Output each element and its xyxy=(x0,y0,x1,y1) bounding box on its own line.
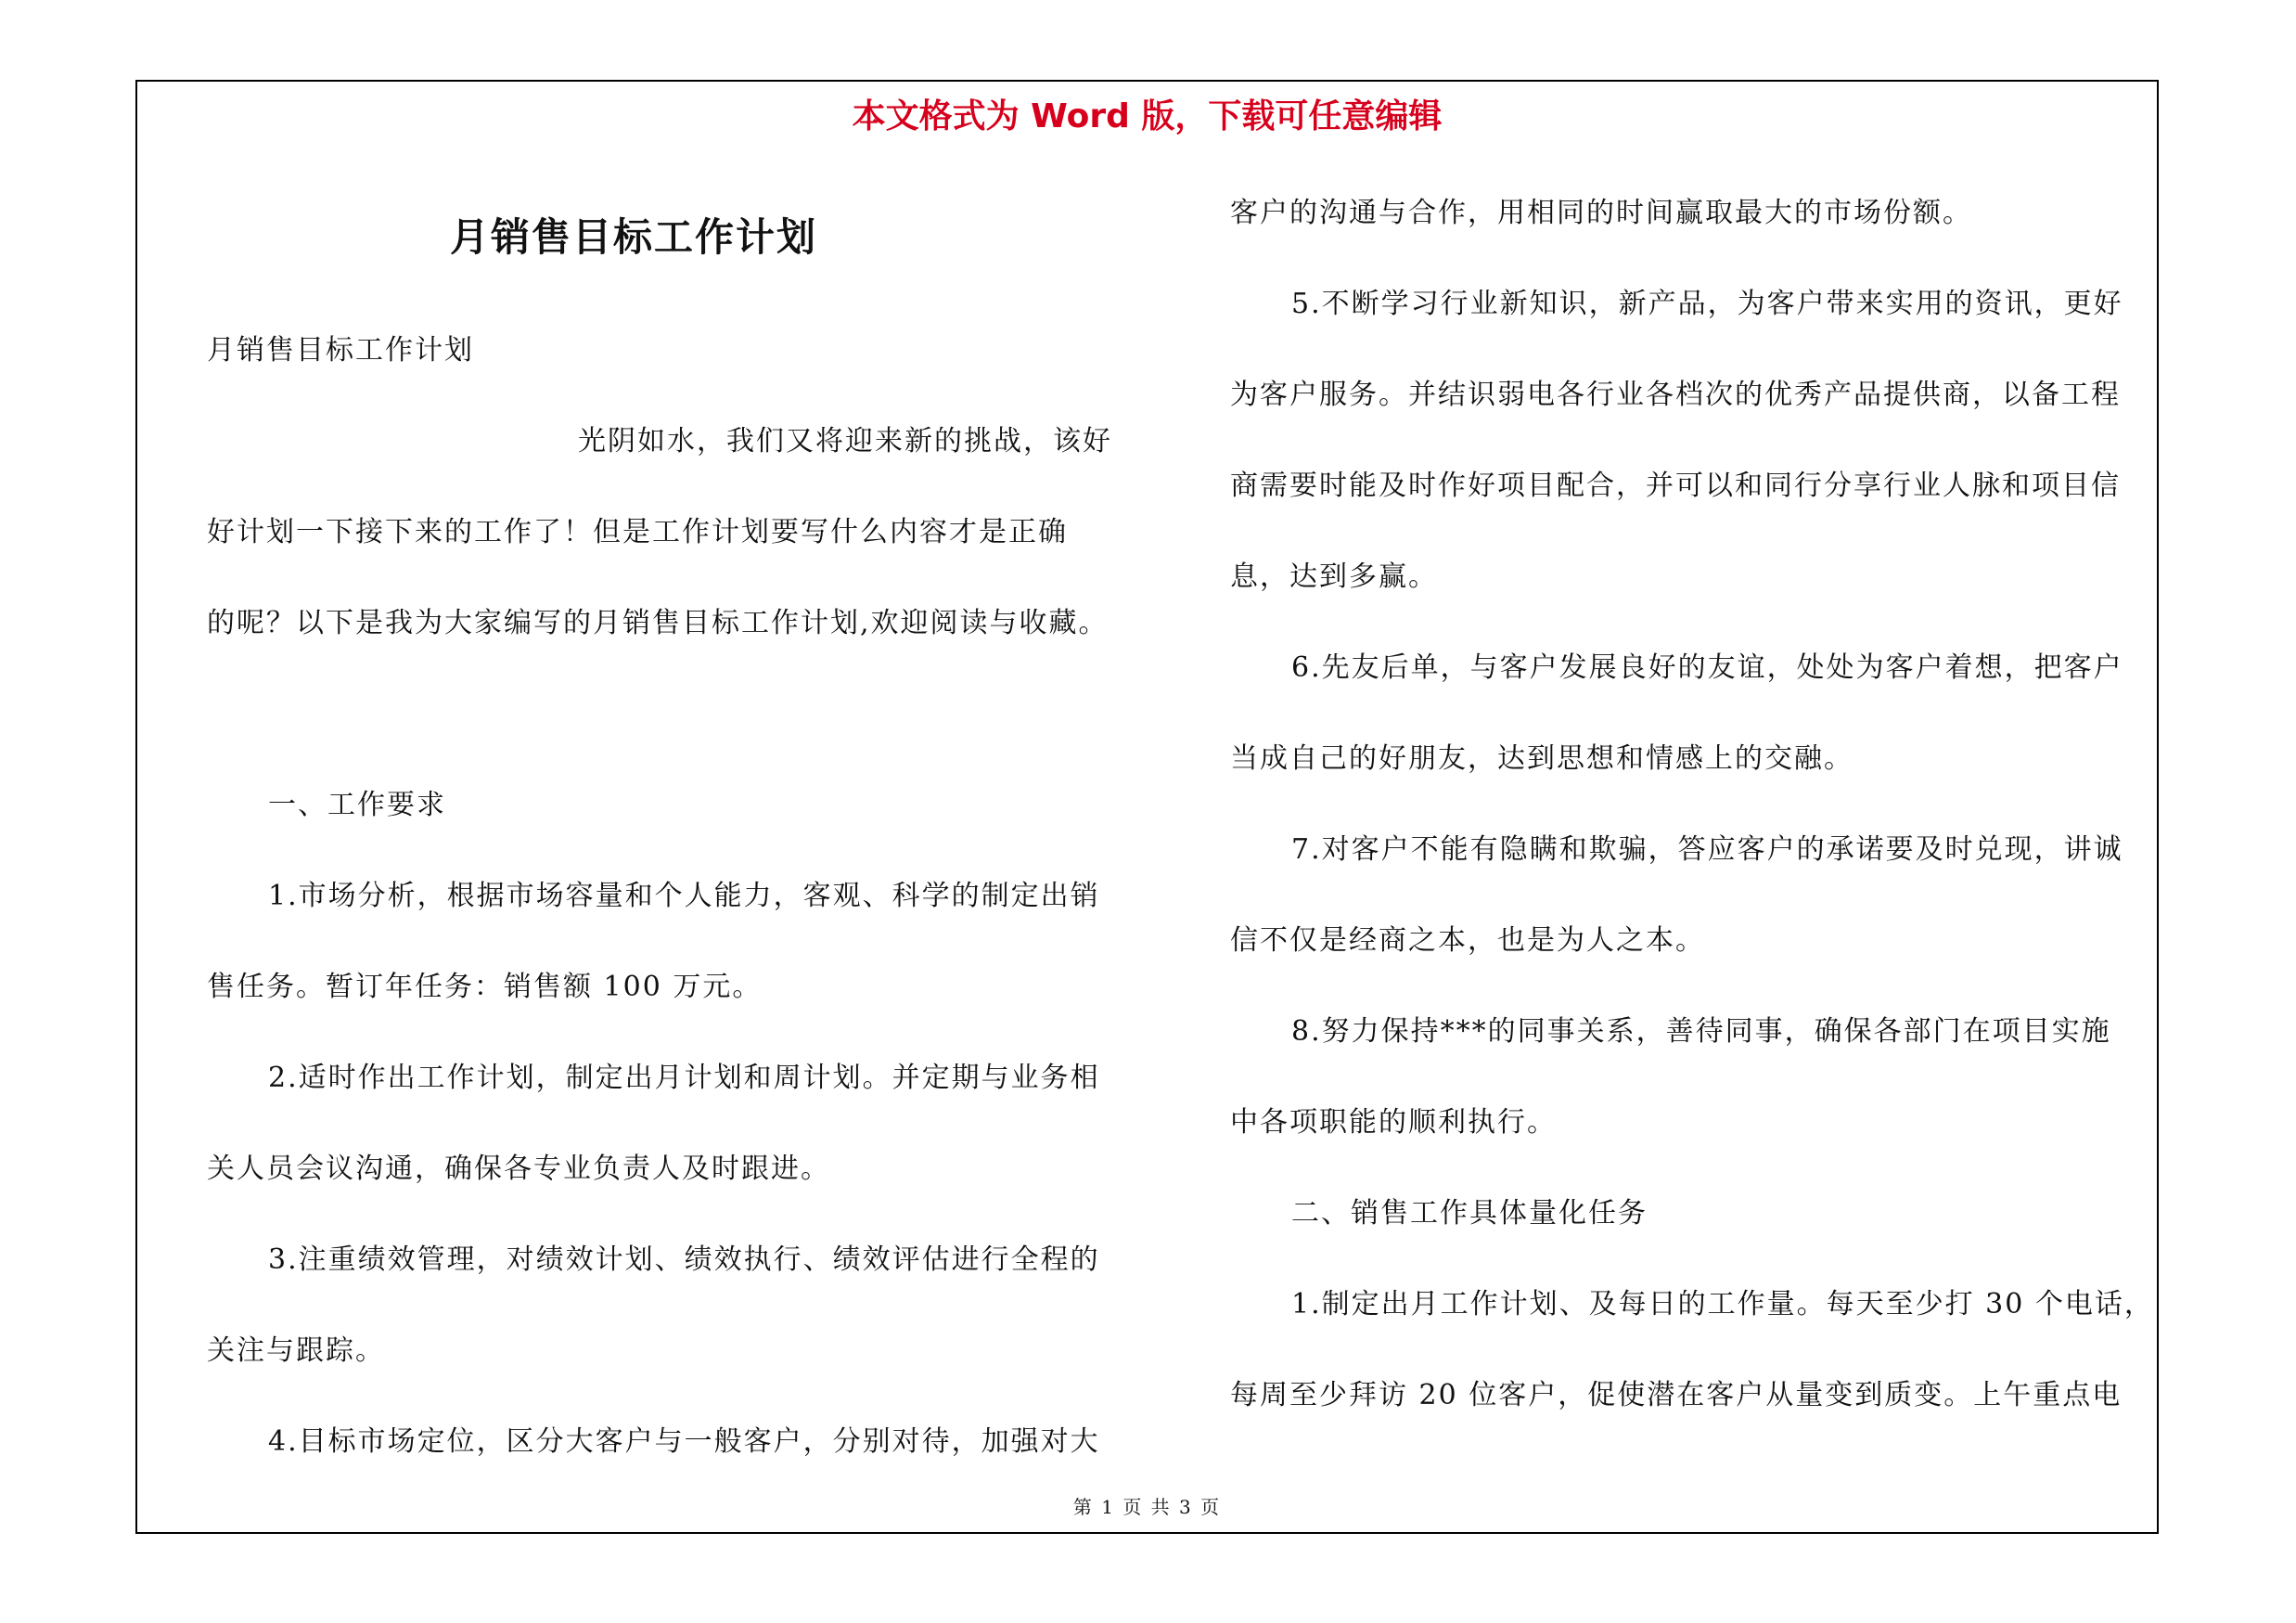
paragraph-line: 息，达到多赢。 xyxy=(1230,560,1438,593)
document-title: 月销售目标工作计划 xyxy=(449,214,817,260)
section-heading: 一、工作要求 xyxy=(268,789,446,821)
section-heading: 二、销售工作具体量化任务 xyxy=(1291,1197,1648,1230)
paragraph-line: 售任务。暂订年任务：销售额 100 万元。 xyxy=(207,971,763,1003)
paragraph-line: 关注与跟踪。 xyxy=(207,1334,385,1367)
paragraph-line: 关人员会议沟通，确保各专业负责人及时跟进。 xyxy=(207,1153,830,1185)
paragraph-line: 客户的沟通与合作，用相同的时间赢取最大的市场份额。 xyxy=(1230,197,1972,229)
paragraph-line: 光阴如水，我们又将迎来新的挑战，该好 xyxy=(578,425,1112,457)
paragraph-line: 5.不断学习行业新知识，新产品，为客户带来实用的资讯，更好 xyxy=(1291,288,2123,320)
paragraph-line: 信不仅是经商之本，也是为人之本。 xyxy=(1230,924,1705,957)
paragraph-line: 商需要时能及时作好项目配合，并可以和同行分享行业人脉和项目信 xyxy=(1230,470,2121,502)
paragraph-line: 为客户服务。并结识弱电各行业各档次的优秀产品提供商，以备工程 xyxy=(1230,379,2121,411)
paragraph-line: 1.制定出月工作计划、及每日的工作量。每天至少打 30 个电话， xyxy=(1291,1288,2154,1320)
paragraph-line: 好计划一下接下来的工作了！但是工作计划要写什么内容才是正确 xyxy=(207,516,1068,548)
format-notice-banner: 本文格式为 Word 版，下载可任意编辑 xyxy=(852,97,1443,135)
paragraph-line: 1.市场分析，根据市场容量和个人能力，客观、科学的制定出销 xyxy=(268,880,1100,912)
paragraph-line: 3.注重绩效管理，对绩效计划、绩效执行、绩效评估进行全程的 xyxy=(268,1243,1100,1276)
paragraph-line: 当成自己的好朋友，达到思想和情感上的交融。 xyxy=(1230,742,1853,775)
paragraph-line: 8.努力保持***的同事关系，善待同事，确保各部门在项目实施 xyxy=(1291,1015,2111,1048)
document-page xyxy=(135,80,2159,1534)
page-number-footer: 第 1 页 共 3 页 xyxy=(1072,1496,1222,1518)
paragraph-line: 4.目标市场定位，区分大客户与一般客户，分别对待，加强对大 xyxy=(268,1425,1100,1458)
paragraph-line: 2.适时作出工作计划，制定出月计划和周计划。并定期与业务相 xyxy=(268,1062,1100,1094)
paragraph-line: 月销售目标工作计划 xyxy=(207,334,474,367)
paragraph-line: 6.先友后单，与客户发展良好的友谊，处处为客户着想，把客户 xyxy=(1291,651,2123,684)
paragraph-line: 的呢？以下是我为大家编写的月销售目标工作计划,欢迎阅读与收藏。 xyxy=(207,607,1109,639)
paragraph-line: 中各项职能的顺利执行。 xyxy=(1230,1106,1557,1139)
paragraph-line: 7.对客户不能有隐瞒和欺骗，答应客户的承诺要及时兑现，讲诚 xyxy=(1291,833,2123,866)
paragraph-line: 每周至少拜访 20 位客户，促使潜在客户从量变到质变。上午重点电 xyxy=(1230,1379,2123,1411)
